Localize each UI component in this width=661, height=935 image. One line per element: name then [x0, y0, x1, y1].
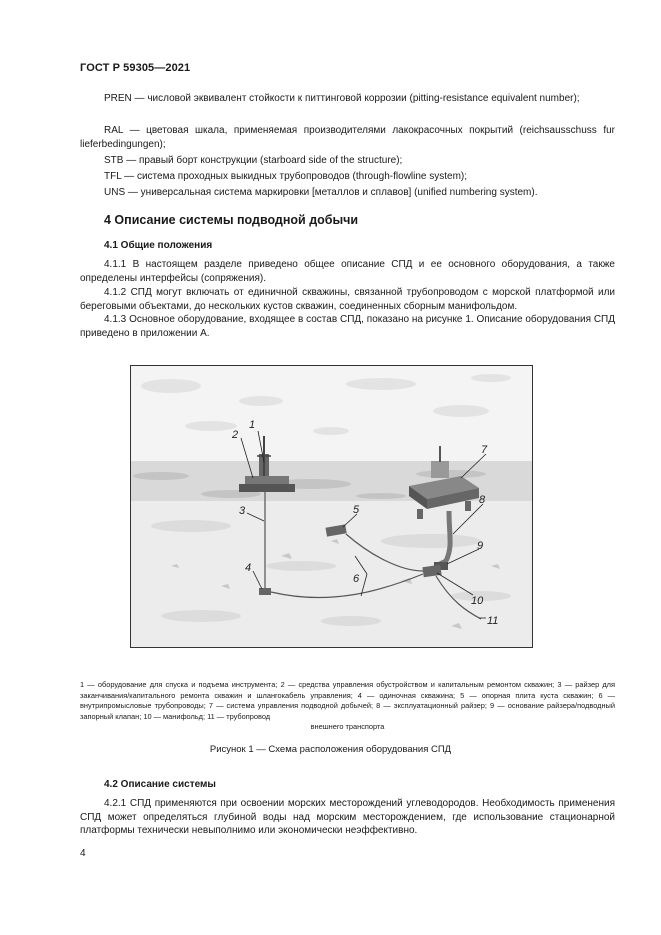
- abbrev-uns: UNS — универсальная система маркировки [металлов и сплавов] (unified numbering system).: [104, 187, 538, 198]
- label-9: 9: [477, 540, 484, 552]
- figure-legend: [80, 680, 615, 733]
- abbrev-tfl: TFL — система проходных выкидных трубопроводов (through-flowline system);: [104, 171, 468, 182]
- section-4-1-title: 4.1 Общие положения: [104, 240, 213, 251]
- paragraph-4-1-1: 4.1.1 В настоящем разделе приведено общее описание СПД и ее основного оборудования, а также определены интерфейсы (сопряжения).: [80, 259, 615, 284]
- section-4-title: 4 Описание системы подводной добычи: [104, 213, 359, 227]
- abbrev-ral: RAL — цветовая шкала, применяемая производителями лакокрасочных покрытий (reichsausschuss fur lieferbedingungen);: [80, 125, 615, 150]
- label-5: 5: [353, 504, 360, 516]
- label-7: 7: [481, 444, 488, 456]
- label-11: 11: [487, 615, 499, 627]
- figure-illustration: [131, 366, 532, 647]
- abbrev-pren: PREN — числовой эквивалент стойкости к питтинговой коррозии (pitting-resistance equivalent number);: [104, 93, 580, 104]
- paragraph-4-2-1: 4.2.1 СПД применяются при освоении морских месторождений углеводородов. Необходимость применения СПД может определяться глубиной воды над морским месторождением, где использование стационарной платформы технически невыполнимо или экономически неэффективно.: [80, 798, 615, 836]
- figure-legend-text: 1 — оборудование для спуска и подъема инструмента; 2 — средства управления обустройством и капитальным ремонтом скважин; 3 — райзер для заканчивания/капитального ремонта скважин и шлангокабель управления; 4 — одиночная скважина; 5 — опорная плита куста скважин; 6 — внутрипромысловые трубопроводы; 7 — система управления подводной добычей; 8 — эксплуатационный райзер; 9 — основание райзера/подводный запорный клапан; 10 — манифольд; 11 — трубопровод: [80, 680, 615, 721]
- document-code: ГОСТ Р 59305—2021: [80, 62, 191, 74]
- label-2: 2: [232, 429, 239, 441]
- label-4: 4: [245, 562, 252, 574]
- abbrev-stb: STB — правый борт конструкции (starboard side of the structure);: [104, 155, 403, 166]
- subsea-equipment-figure: [130, 365, 533, 648]
- label-6: 6: [353, 573, 360, 585]
- page-number: 4: [80, 848, 86, 859]
- paragraph-4-1-3: 4.1.3 Основное оборудование, входящее в состав СПД, показано на рисунке 1. Описание оборудования СПД приведено в приложении А.: [80, 314, 615, 339]
- section-4-2-title: 4.2 Описание системы: [104, 779, 216, 790]
- figure-legend-last-line: внешнего транспорта: [310, 722, 385, 732]
- label-3: 3: [239, 505, 246, 517]
- figure-caption: Рисунок 1 — Схема расположения оборудования СПД: [209, 744, 452, 755]
- paragraph-4-1-2: 4.1.2 СПД могут включать от единичной скважины, связанной трубопроводом с морской платформой или береговыми объектами, до нескольких кустов скважин, соединенных сборным манифольдом.: [80, 287, 615, 312]
- label-8: 8: [479, 494, 486, 506]
- label-10: 10: [471, 595, 484, 607]
- label-1: 1: [249, 419, 256, 431]
